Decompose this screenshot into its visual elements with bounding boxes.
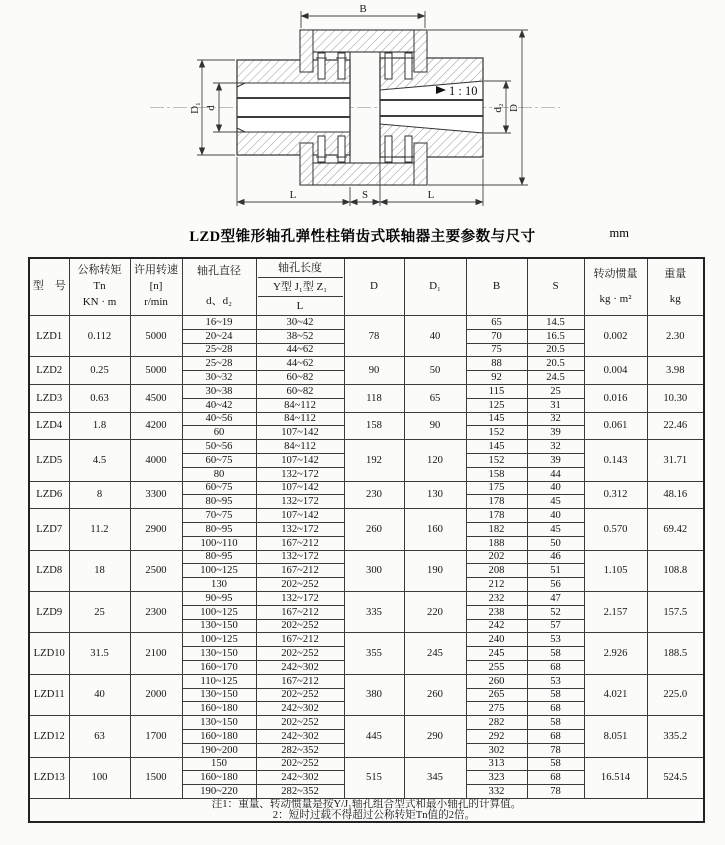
torque-cell: 25 xyxy=(69,591,130,632)
bore-length-cell: 107~142 xyxy=(256,481,344,495)
speed-cell: 4200 xyxy=(130,412,182,440)
S-cell: 58 xyxy=(527,716,584,730)
inertia-cell: 0.002 xyxy=(584,316,647,357)
D-cell: 515 xyxy=(344,757,404,798)
coupling-cross-section-diagram xyxy=(0,0,725,216)
table-row xyxy=(29,481,704,495)
dim-label-d: d xyxy=(205,105,217,111)
D1-cell: 160 xyxy=(404,509,466,550)
S-cell: 31 xyxy=(527,398,584,412)
dim-label-L-right: L xyxy=(427,189,435,201)
inertia-cell: 0.143 xyxy=(584,440,647,481)
S-cell: 40 xyxy=(527,481,584,495)
D-cell: 90 xyxy=(344,357,404,385)
bore-length-cell: 242~302 xyxy=(256,702,344,716)
D-cell: 230 xyxy=(344,481,404,509)
inertia-cell: 0.312 xyxy=(584,481,647,509)
B-cell: 178 xyxy=(466,495,527,509)
bore-diameter-cell: 80 xyxy=(182,467,256,481)
bore-length-cell: 167~212 xyxy=(256,605,344,619)
table-row xyxy=(29,716,704,730)
dim-label-d2: d₂ xyxy=(492,103,504,113)
title-row xyxy=(0,225,725,251)
bore-diameter-cell: 80~95 xyxy=(182,550,256,564)
bore-diameter-cell: 190~220 xyxy=(182,785,256,799)
bore-length-cell: 84~112 xyxy=(256,412,344,426)
S-cell: 39 xyxy=(527,426,584,440)
table-row xyxy=(29,384,704,398)
table-row xyxy=(29,509,704,523)
bore-diameter-cell: 130~150 xyxy=(182,716,256,730)
D1-cell: 245 xyxy=(404,633,466,674)
speed-cell: 2000 xyxy=(130,674,182,715)
S-cell: 56 xyxy=(527,578,584,592)
B-cell: 145 xyxy=(466,412,527,426)
inertia-cell: 0.016 xyxy=(584,384,647,412)
dim-label-B: B xyxy=(359,3,367,15)
D-cell: 192 xyxy=(344,440,404,481)
note-1: 注1：重量、转动惯量是按Y/J₁轴孔组合型式和最小轴孔的计算值。 xyxy=(211,798,522,810)
unit-label: mm xyxy=(609,226,629,240)
S-cell: 20.5 xyxy=(527,343,584,357)
S-cell: 40 xyxy=(527,509,584,523)
bore-diameter-cell: 20~24 xyxy=(182,329,256,343)
bore-length-cell: 60~82 xyxy=(256,384,344,398)
model-cell: LZD6 xyxy=(29,481,69,509)
weight-cell: 22.46 xyxy=(647,412,704,440)
S-cell: 58 xyxy=(527,647,584,661)
weight-cell: 108.8 xyxy=(647,550,704,591)
model-cell: LZD3 xyxy=(29,384,69,412)
B-cell: 302 xyxy=(466,743,527,757)
D1-cell: 90 xyxy=(404,412,466,440)
weight-cell: 69.42 xyxy=(647,509,704,550)
B-cell: 282 xyxy=(466,716,527,730)
weight-cell: 3.98 xyxy=(647,357,704,385)
bore-diameter-cell: 100~110 xyxy=(182,536,256,550)
bore-diameter-cell: 130 xyxy=(182,578,256,592)
S-cell: 32 xyxy=(527,440,584,454)
bore-diameter-cell: 160~180 xyxy=(182,729,256,743)
S-cell: 68 xyxy=(527,729,584,743)
dim-label-L-left: L xyxy=(289,189,297,201)
B-cell: 260 xyxy=(466,674,527,688)
D1-cell: 345 xyxy=(404,757,466,798)
bore-length-cell: 132~172 xyxy=(256,591,344,605)
left-hub xyxy=(237,60,350,155)
weight-cell: 31.71 xyxy=(647,440,704,481)
bore-diameter-cell: 80~95 xyxy=(182,522,256,536)
col-header-S: S xyxy=(527,258,584,316)
table-row xyxy=(29,633,704,647)
bore-length-cell: 242~302 xyxy=(256,771,344,785)
B-cell: 323 xyxy=(466,771,527,785)
bore-diameter-cell: 160~170 xyxy=(182,660,256,674)
bore-length-cell: 202~252 xyxy=(256,688,344,702)
D-cell: 118 xyxy=(344,384,404,412)
notes-row xyxy=(29,798,704,822)
torque-cell: 8 xyxy=(69,481,130,509)
B-cell: 145 xyxy=(466,440,527,454)
S-cell: 50 xyxy=(527,536,584,550)
page-title: LZD型锥形轴孔弹性柱销齿式联轴器主要参数与尺寸 xyxy=(189,229,536,245)
model-cell: LZD13 xyxy=(29,757,69,798)
table-row xyxy=(29,412,704,426)
bore-length-cell: 30~42 xyxy=(256,316,344,330)
B-cell: 158 xyxy=(466,467,527,481)
B-cell: 313 xyxy=(466,757,527,771)
col-header-torque: 公称转矩 Tn KN · m xyxy=(69,258,130,316)
dim-label-D1: D₁ xyxy=(189,102,201,114)
speed-cell: 2100 xyxy=(130,633,182,674)
weight-cell: 524.5 xyxy=(647,757,704,798)
model-cell: LZD11 xyxy=(29,674,69,715)
D-cell: 300 xyxy=(344,550,404,591)
speed-cell: 5000 xyxy=(130,357,182,385)
weight-cell: 2.30 xyxy=(647,316,704,357)
inertia-cell: 8.051 xyxy=(584,716,647,757)
model-cell: LZD2 xyxy=(29,357,69,385)
B-cell: 88 xyxy=(466,357,527,371)
S-cell: 68 xyxy=(527,660,584,674)
bore-diameter-cell: 100~125 xyxy=(182,633,256,647)
bore-diameter-cell: 90~95 xyxy=(182,591,256,605)
S-cell: 57 xyxy=(527,619,584,633)
bore-diameter-cell: 60~75 xyxy=(182,481,256,495)
torque-cell: 40 xyxy=(69,674,130,715)
D-cell: 445 xyxy=(344,716,404,757)
D1-cell: 40 xyxy=(404,316,466,357)
col-header-B: B xyxy=(466,258,527,316)
model-cell: LZD9 xyxy=(29,591,69,632)
D1-cell: 130 xyxy=(404,481,466,509)
bore-diameter-cell: 150 xyxy=(182,757,256,771)
model-cell: LZD10 xyxy=(29,633,69,674)
table-notes xyxy=(29,798,704,822)
torque-cell: 18 xyxy=(69,550,130,591)
S-cell: 32 xyxy=(527,412,584,426)
B-cell: 332 xyxy=(466,785,527,799)
bore-length-cell: 282~352 xyxy=(256,785,344,799)
B-cell: 70 xyxy=(466,329,527,343)
D-cell: 335 xyxy=(344,591,404,632)
inertia-cell: 0.570 xyxy=(584,509,647,550)
bore-diameter-cell: 130~150 xyxy=(182,688,256,702)
model-cell: LZD8 xyxy=(29,550,69,591)
S-cell: 53 xyxy=(527,633,584,647)
B-cell: 265 xyxy=(466,688,527,702)
bore-diameter-cell: 130~150 xyxy=(182,619,256,633)
B-cell: 292 xyxy=(466,729,527,743)
col-header-speed: 许用转速 [n] r/min xyxy=(130,258,182,316)
bore-length-cell: 202~252 xyxy=(256,757,344,771)
inertia-cell: 4.021 xyxy=(584,674,647,715)
B-cell: 182 xyxy=(466,522,527,536)
bore-length-cell: 60~82 xyxy=(256,371,344,385)
bore-length-cell: 107~142 xyxy=(256,426,344,440)
model-cell: LZD7 xyxy=(29,509,69,550)
S-cell: 46 xyxy=(527,550,584,564)
weight-cell: 10.30 xyxy=(647,384,704,412)
bore-diameter-cell: 100~125 xyxy=(182,564,256,578)
D1-cell: 50 xyxy=(404,357,466,385)
torque-cell: 100 xyxy=(69,757,130,798)
speed-cell: 2300 xyxy=(130,591,182,632)
bore-length-cell: 132~172 xyxy=(256,522,344,536)
D-cell: 260 xyxy=(344,509,404,550)
torque-cell: 0.25 xyxy=(69,357,130,385)
B-cell: 275 xyxy=(466,702,527,716)
bore-length-cell: 167~212 xyxy=(256,536,344,550)
speed-cell: 2900 xyxy=(130,509,182,550)
D1-cell: 290 xyxy=(404,716,466,757)
col-header-model: 型 号 xyxy=(29,258,69,316)
S-cell: 24.5 xyxy=(527,371,584,385)
bore-length-cell: 167~212 xyxy=(256,633,344,647)
D1-cell: 65 xyxy=(404,384,466,412)
speed-cell: 1700 xyxy=(130,716,182,757)
bore-diameter-cell: 16~19 xyxy=(182,316,256,330)
table-row xyxy=(29,757,704,771)
weight-cell: 188.5 xyxy=(647,633,704,674)
S-cell: 25 xyxy=(527,384,584,398)
S-cell: 53 xyxy=(527,674,584,688)
B-cell: 75 xyxy=(466,343,527,357)
torque-cell: 4.5 xyxy=(69,440,130,481)
table-row xyxy=(29,357,704,371)
bore-diameter-cell: 40~42 xyxy=(182,398,256,412)
bore-length-cell: 44~62 xyxy=(256,343,344,357)
inertia-cell: 2.926 xyxy=(584,633,647,674)
bore-diameter-cell: 30~32 xyxy=(182,371,256,385)
taper-label: 1 : 10 xyxy=(449,84,478,98)
col-header-D: D xyxy=(344,258,404,316)
B-cell: 202 xyxy=(466,550,527,564)
S-cell: 20.5 xyxy=(527,357,584,371)
D1-cell: 260 xyxy=(404,674,466,715)
D-cell: 158 xyxy=(344,412,404,440)
table-row xyxy=(29,316,704,330)
D1-cell: 190 xyxy=(404,550,466,591)
B-cell: 152 xyxy=(466,426,527,440)
bore-diameter-cell: 30~38 xyxy=(182,384,256,398)
speed-cell: 3300 xyxy=(130,481,182,509)
speed-cell: 4500 xyxy=(130,384,182,412)
B-cell: 208 xyxy=(466,564,527,578)
B-cell: 238 xyxy=(466,605,527,619)
inertia-cell: 16.514 xyxy=(584,757,647,798)
bore-diameter-cell: 130~150 xyxy=(182,647,256,661)
bore-diameter-cell: 40~56 xyxy=(182,412,256,426)
B-cell: 92 xyxy=(466,371,527,385)
table-row xyxy=(29,440,704,454)
B-cell: 240 xyxy=(466,633,527,647)
S-cell: 45 xyxy=(527,522,584,536)
weight-cell: 335.2 xyxy=(647,716,704,757)
bore-diameter-cell: 110~125 xyxy=(182,674,256,688)
B-cell: 232 xyxy=(466,591,527,605)
B-cell: 65 xyxy=(466,316,527,330)
bore-diameter-cell: 25~28 xyxy=(182,343,256,357)
S-cell: 47 xyxy=(527,591,584,605)
B-cell: 115 xyxy=(466,384,527,398)
S-cell: 58 xyxy=(527,757,584,771)
B-cell: 212 xyxy=(466,578,527,592)
bore-length-cell: 107~142 xyxy=(256,453,344,467)
torque-cell: 63 xyxy=(69,716,130,757)
speed-cell: 5000 xyxy=(130,316,182,357)
D1-cell: 120 xyxy=(404,440,466,481)
S-cell: 52 xyxy=(527,605,584,619)
S-cell: 78 xyxy=(527,743,584,757)
inertia-cell: 2.157 xyxy=(584,591,647,632)
col-header-bore-diameter: 轴孔直径 d、d₂ xyxy=(182,258,256,316)
torque-cell: 0.112 xyxy=(69,316,130,357)
model-cell: LZD4 xyxy=(29,412,69,440)
B-cell: 178 xyxy=(466,509,527,523)
D-cell: 380 xyxy=(344,674,404,715)
bore-length-cell: 202~252 xyxy=(256,716,344,730)
bore-length-cell: 132~172 xyxy=(256,550,344,564)
table-row xyxy=(29,550,704,564)
B-cell: 245 xyxy=(466,647,527,661)
speed-cell: 1500 xyxy=(130,757,182,798)
bore-length-cell: 84~112 xyxy=(256,398,344,412)
note-2: 2：短时过载不得超过公称转矩Tn值的2倍。 xyxy=(272,810,476,821)
dim-label-D: D xyxy=(508,104,520,112)
model-cell: LZD1 xyxy=(29,316,69,357)
bore-length-cell: 242~302 xyxy=(256,660,344,674)
right-hub xyxy=(380,58,483,157)
inertia-cell: 1.105 xyxy=(584,550,647,591)
S-cell: 45 xyxy=(527,495,584,509)
S-cell: 14.5 xyxy=(527,316,584,330)
S-cell: 78 xyxy=(527,785,584,799)
col-header-bore-length: 轴孔长度 Y型 J₁型 Z₁ L xyxy=(256,258,344,316)
bore-length-cell: 38~52 xyxy=(256,329,344,343)
D-cell: 78 xyxy=(344,316,404,357)
B-cell: 125 xyxy=(466,398,527,412)
torque-cell: 31.5 xyxy=(69,633,130,674)
bore-diameter-cell: 100~125 xyxy=(182,605,256,619)
table-row xyxy=(29,674,704,688)
bore-diameter-cell: 160~180 xyxy=(182,702,256,716)
bore-diameter-cell: 25~28 xyxy=(182,357,256,371)
S-cell: 58 xyxy=(527,688,584,702)
B-cell: 152 xyxy=(466,453,527,467)
col-header-D1: D₁ xyxy=(404,258,466,316)
S-cell: 44 xyxy=(527,467,584,481)
S-cell: 51 xyxy=(527,564,584,578)
bore-length-cell: 132~172 xyxy=(256,467,344,481)
spec-table-body xyxy=(29,316,704,799)
torque-cell: 11.2 xyxy=(69,509,130,550)
bore-length-cell: 132~172 xyxy=(256,495,344,509)
bore-length-cell: 107~142 xyxy=(256,509,344,523)
bore-length-cell: 282~352 xyxy=(256,743,344,757)
speed-cell: 4000 xyxy=(130,440,182,481)
inertia-cell: 0.061 xyxy=(584,412,647,440)
header-row xyxy=(29,258,704,316)
bore-diameter-cell: 190~200 xyxy=(182,743,256,757)
weight-cell: 48.16 xyxy=(647,481,704,509)
torque-cell: 0.63 xyxy=(69,384,130,412)
D1-cell: 220 xyxy=(404,591,466,632)
spec-table xyxy=(28,257,705,823)
bore-diameter-cell: 70~75 xyxy=(182,509,256,523)
S-cell: 16.5 xyxy=(527,329,584,343)
bore-length-cell: 167~212 xyxy=(256,674,344,688)
B-cell: 242 xyxy=(466,619,527,633)
model-cell: LZD5 xyxy=(29,440,69,481)
bore-length-cell: 202~252 xyxy=(256,647,344,661)
bore-diameter-cell: 80~95 xyxy=(182,495,256,509)
S-cell: 68 xyxy=(527,702,584,716)
bore-diameter-cell: 160~180 xyxy=(182,771,256,785)
bore-length-cell: 167~212 xyxy=(256,564,344,578)
bore-length-cell: 84~112 xyxy=(256,440,344,454)
B-cell: 188 xyxy=(466,536,527,550)
inertia-cell: 0.004 xyxy=(584,357,647,385)
S-cell: 68 xyxy=(527,771,584,785)
bore-length-cell: 202~252 xyxy=(256,578,344,592)
col-header-inertia: 转动惯量 kg · m² xyxy=(584,258,647,316)
weight-cell: 225.0 xyxy=(647,674,704,715)
bore-diameter-cell: 50~56 xyxy=(182,440,256,454)
torque-cell: 1.8 xyxy=(69,412,130,440)
bore-diameter-cell: 60 xyxy=(182,426,256,440)
notes-body xyxy=(29,798,704,822)
bore-length-cell: 242~302 xyxy=(256,729,344,743)
dim-label-S: S xyxy=(361,189,369,201)
D-cell: 355 xyxy=(344,633,404,674)
weight-cell: 157.5 xyxy=(647,591,704,632)
S-cell: 39 xyxy=(527,453,584,467)
B-cell: 175 xyxy=(466,481,527,495)
bore-length-cell: 44~62 xyxy=(256,357,344,371)
table-row xyxy=(29,591,704,605)
col-header-weight: 重量 kg xyxy=(647,258,704,316)
bore-length-cell: 202~252 xyxy=(256,619,344,633)
model-cell: LZD12 xyxy=(29,716,69,757)
speed-cell: 2500 xyxy=(130,550,182,591)
B-cell: 255 xyxy=(466,660,527,674)
bore-diameter-cell: 60~75 xyxy=(182,453,256,467)
